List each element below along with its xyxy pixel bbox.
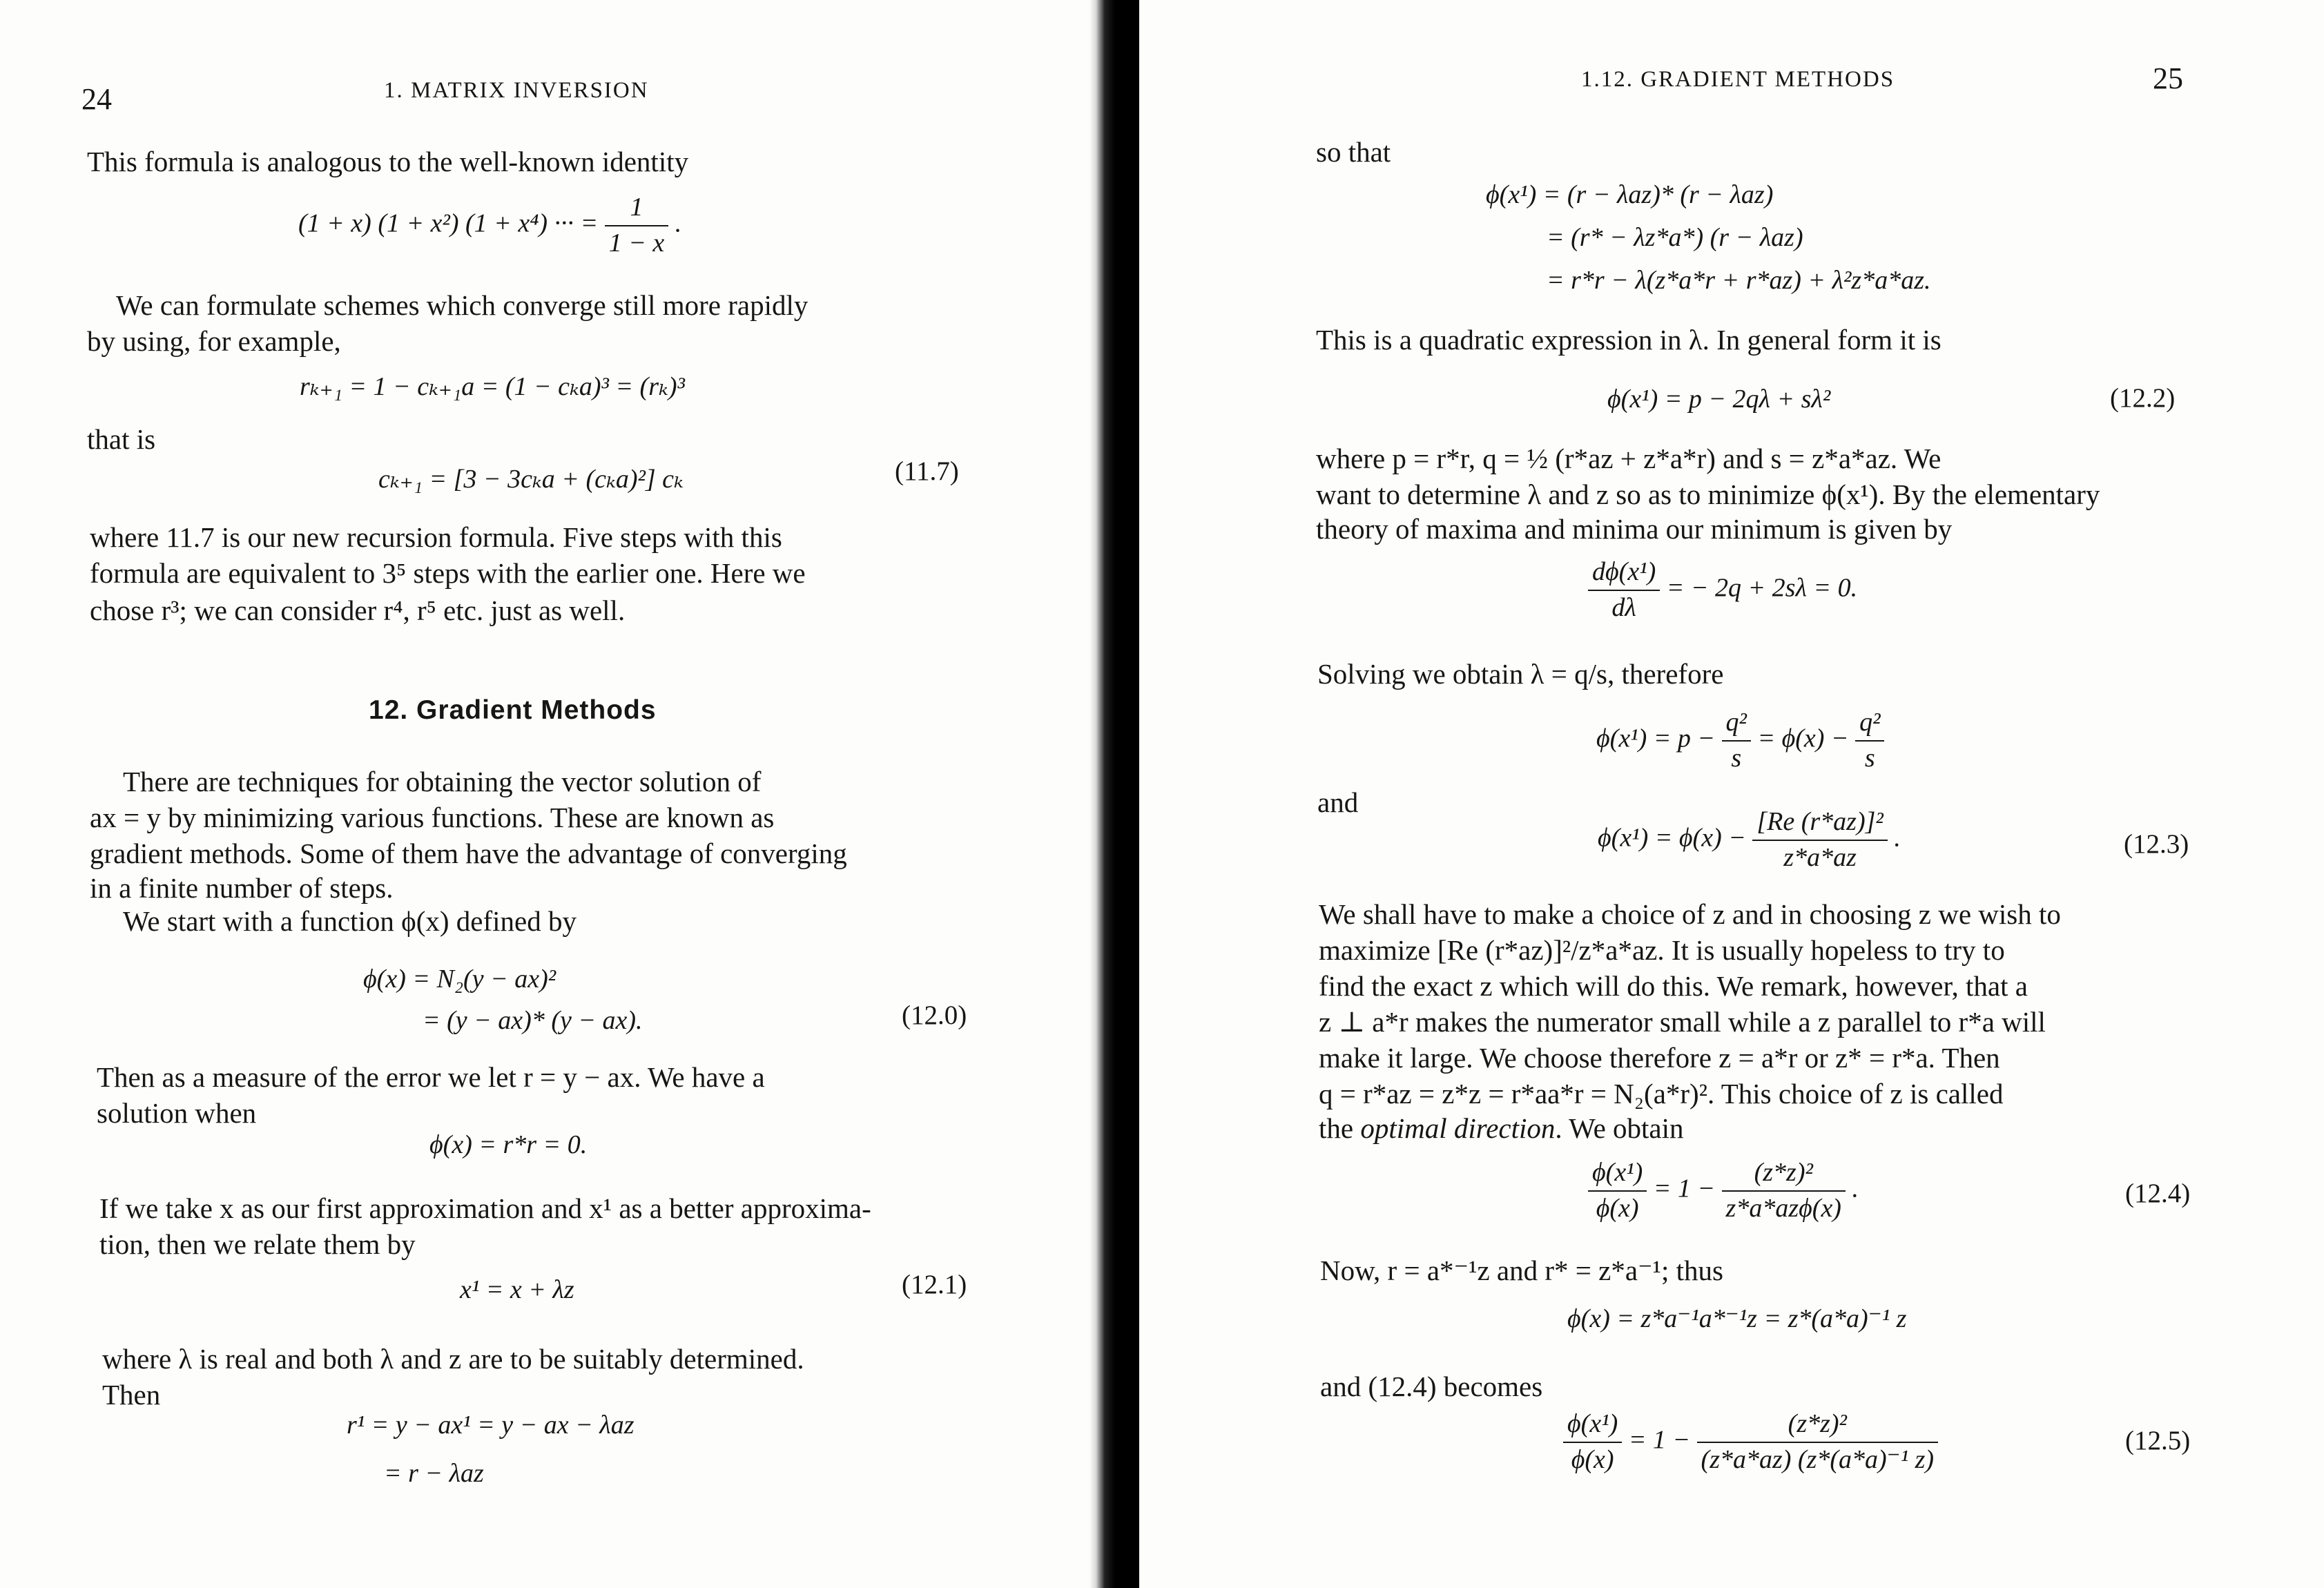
fraction-denominator: ϕ(x) <box>1571 1444 1614 1474</box>
equation-phi-x1-3: = r*r − λ(z*a*r + r*az) + λ²z*a*az. <box>1547 266 1931 295</box>
equation-number: (12.4) <box>2125 1179 2191 1208</box>
equation-number: (12.2) <box>2110 383 2176 413</box>
text-line: gradient methods. Some of them have the advantage of converging <box>90 837 847 869</box>
fraction-denominator: dλ <box>1611 592 1636 622</box>
text-line: make it large. We choose therefore z = a*r or z* = r*a. Then <box>1319 1042 2000 1074</box>
text-line: want to determine λ and z so as to minimize ϕ(x¹). By the elementary <box>1316 478 2100 510</box>
equation-number: (12.0) <box>902 1000 967 1030</box>
page-number-right: 25 <box>2153 61 2183 95</box>
fraction-numerator: (z*z)² <box>1697 1408 1939 1443</box>
text-line: ax = y by minimizing various functions. These are known as <box>90 802 775 833</box>
text-line: chose r³; we can consider r⁴, r⁵ etc. just as well. <box>90 594 626 626</box>
equation-12-4 <box>1588 1157 1859 1224</box>
text-line: Then <box>102 1379 161 1411</box>
running-head-right: 1.12. GRADIENT METHODS <box>1581 67 1895 92</box>
text-line: If we take x as our first approximation and x¹ as a better approxima- <box>99 1192 871 1224</box>
fraction-numerator: 1 <box>605 192 669 226</box>
text-fragment: . We obtain <box>1555 1112 1684 1144</box>
equation-derivative <box>1588 556 1857 623</box>
fraction <box>1722 1157 1846 1224</box>
text-line: find the exact z which will do this. We remark, however, that a <box>1319 970 2028 1002</box>
equation-phi-z: ϕ(x) = z*a⁻¹a*⁻¹z = z*(a*a)⁻¹ z <box>1567 1304 1907 1333</box>
equation-11-7: cₖ₊₁ = [3 − 3cₖa + (cₖa)²] cₖ <box>378 465 684 494</box>
fraction <box>605 192 669 259</box>
emphasis-optimal-direction: optimal direction <box>1360 1112 1556 1144</box>
text-line: so that <box>1316 136 1391 168</box>
fraction <box>1588 1157 1647 1224</box>
fraction-denominator: s <box>1864 743 1875 773</box>
equation-identity: (1 + x) (1 + x²) (1 + x⁴) ··· = $\frac{1}{1 - x}$ . <box>298 192 681 259</box>
equation-12-3-end: . <box>1894 823 1901 853</box>
equation-number: (12.3) <box>2124 829 2189 859</box>
fraction-numerator: ϕ(x¹) <box>1588 1157 1647 1192</box>
text-line: maximize [Re (r*az)]²/z*a*az. It is usually hopeless to try to <box>1319 934 2005 966</box>
text-line: formula are equivalent to 3⁵ steps with the earlier one. Here we <box>90 557 806 589</box>
fraction-denominator: (z*a*az) (z*(a*a)⁻¹ z) <box>1701 1444 1935 1474</box>
text-line: We start with a function ϕ(x) defined by <box>123 905 577 937</box>
fraction <box>1722 707 1751 774</box>
text-line: z ⊥ a*r makes the numerator small while a z parallel to r*a will <box>1319 1006 2046 1038</box>
text-line: that is <box>87 423 156 455</box>
right-page <box>1139 0 2324 1588</box>
text-line: Solving we obtain λ = q/s, therefore <box>1317 658 1724 690</box>
equation-phi-def: ϕ(x) = N₂(y − ax)² <box>363 965 556 994</box>
equation-number: (12.1) <box>902 1270 967 1299</box>
text-line: where 11.7 is our new recursion formula. Five steps with this <box>90 521 782 553</box>
text-line: This formula is analogous to the well-known identity <box>87 146 689 177</box>
fraction-denominator: z*a*az <box>1783 842 1857 872</box>
section-heading: 12. Gradient Methods <box>369 695 657 725</box>
fraction <box>1752 806 1887 873</box>
equation-number: (11.7) <box>895 456 959 486</box>
fraction-denominator: s <box>1731 743 1742 773</box>
left-page <box>0 0 1098 1588</box>
text-line: We shall have to make a choice of z and in choosing z we wish to <box>1319 898 2061 930</box>
fraction-numerator: ϕ(x¹) <box>1563 1408 1622 1443</box>
fraction <box>1563 1408 1622 1475</box>
fraction-numerator: q² <box>1722 707 1751 742</box>
fraction-numerator: dϕ(x¹) <box>1588 556 1660 591</box>
text-line: in a finite number of steps. <box>90 872 394 904</box>
equation-phi-min-lhs: ϕ(x¹) = p − <box>1596 724 1716 753</box>
running-head-left: 1. MATRIX INVERSION <box>384 78 649 103</box>
equation-phi-def-2: = (y − ax)* (y − ax). <box>423 1006 643 1035</box>
equation-number: (12.5) <box>2125 1426 2191 1455</box>
fraction-numerator: (z*z)² <box>1722 1157 1846 1192</box>
equation-recursion-r: rₖ₊₁ = 1 − cₖ₊₁a = (1 − cₖa)³ = (rₖ)³ <box>300 372 685 401</box>
equation-identity-lhs: (1 + x) (1 + x²) (1 + x⁴) ··· = <box>298 209 599 238</box>
fraction-numerator: q² <box>1855 707 1884 742</box>
text-line: where λ is real and both λ and z are to be suitably determined. <box>102 1343 804 1375</box>
equation-12-1: x¹ = x + λz <box>460 1275 574 1304</box>
equation-12-3-lhs: ϕ(x¹) = ϕ(x) − <box>1598 823 1746 853</box>
text-line: This is a quadratic expression in λ. In general form it is <box>1316 324 1941 356</box>
equation-phi-min-mid: = ϕ(x) − <box>1757 724 1849 753</box>
equation-12-5-mid: = 1 − <box>1628 1425 1691 1455</box>
text-line: where p = r*r, q = ½ (r*az + z*a*r) and s = z*a*az. We <box>1316 443 1941 474</box>
fraction <box>1588 556 1660 623</box>
text-line: solution when <box>97 1097 257 1129</box>
equation-12-3 <box>1598 806 1901 873</box>
page-number-left: 24 <box>81 82 112 116</box>
text-line: Then as a measure of the error we let r = y − ax. We have a <box>97 1061 765 1093</box>
equation-phi-x1-2: = (r* − λz*a*) (r − λaz) <box>1547 223 1803 252</box>
equation-phi-x1: ϕ(x¹) = (r − λaz)* (r − λaz) <box>1486 180 1774 209</box>
equation-solution: ϕ(x) = r*r = 0. <box>429 1130 588 1159</box>
equation-12-4-mid: = 1 − <box>1653 1174 1716 1203</box>
text-line: There are techniques for obtaining the vector solution of <box>123 766 762 797</box>
text-line: and <box>1317 786 1359 818</box>
text-line: Now, r = a*⁻¹z and r* = z*a⁻¹; thus <box>1320 1255 1723 1286</box>
text-line: by using, for example, <box>87 325 341 357</box>
text-line: and (12.4) becomes <box>1320 1371 1543 1402</box>
text-line: theory of maxima and minima our minimum is given by <box>1316 513 1953 545</box>
equation-phi-min <box>1596 707 1884 774</box>
equation-12-2: ϕ(x¹) = p − 2qλ + sλ² <box>1607 385 1831 414</box>
equation-12-5 <box>1563 1408 1938 1475</box>
fraction-denominator: ϕ(x) <box>1596 1193 1639 1223</box>
equation-12-4-end: . <box>1852 1174 1859 1203</box>
fraction-denominator: 1 − x <box>608 228 665 258</box>
fraction-numerator: [Re (r*az)]² <box>1752 806 1887 841</box>
text-line <box>1319 1112 1684 1145</box>
equation-r1-2: = r − λaz <box>384 1459 484 1488</box>
text-fragment: the <box>1319 1112 1354 1144</box>
equation-derivative-rhs: = − 2q + 2sλ = 0. <box>1666 573 1858 603</box>
fraction-denominator: z*a*azϕ(x) <box>1725 1193 1841 1223</box>
text-line: q = r*az = z*z = r*aa*r = N₂(a*r)². This choice of z is called <box>1319 1078 2004 1110</box>
equation-r1: r¹ = y − ax¹ = y − ax − λaz <box>347 1411 635 1440</box>
text-line: We can formulate schemes which converge still more rapidly <box>116 289 808 321</box>
text-line: tion, then we relate them by <box>99 1228 416 1260</box>
fraction <box>1697 1408 1939 1475</box>
fraction <box>1855 707 1884 774</box>
